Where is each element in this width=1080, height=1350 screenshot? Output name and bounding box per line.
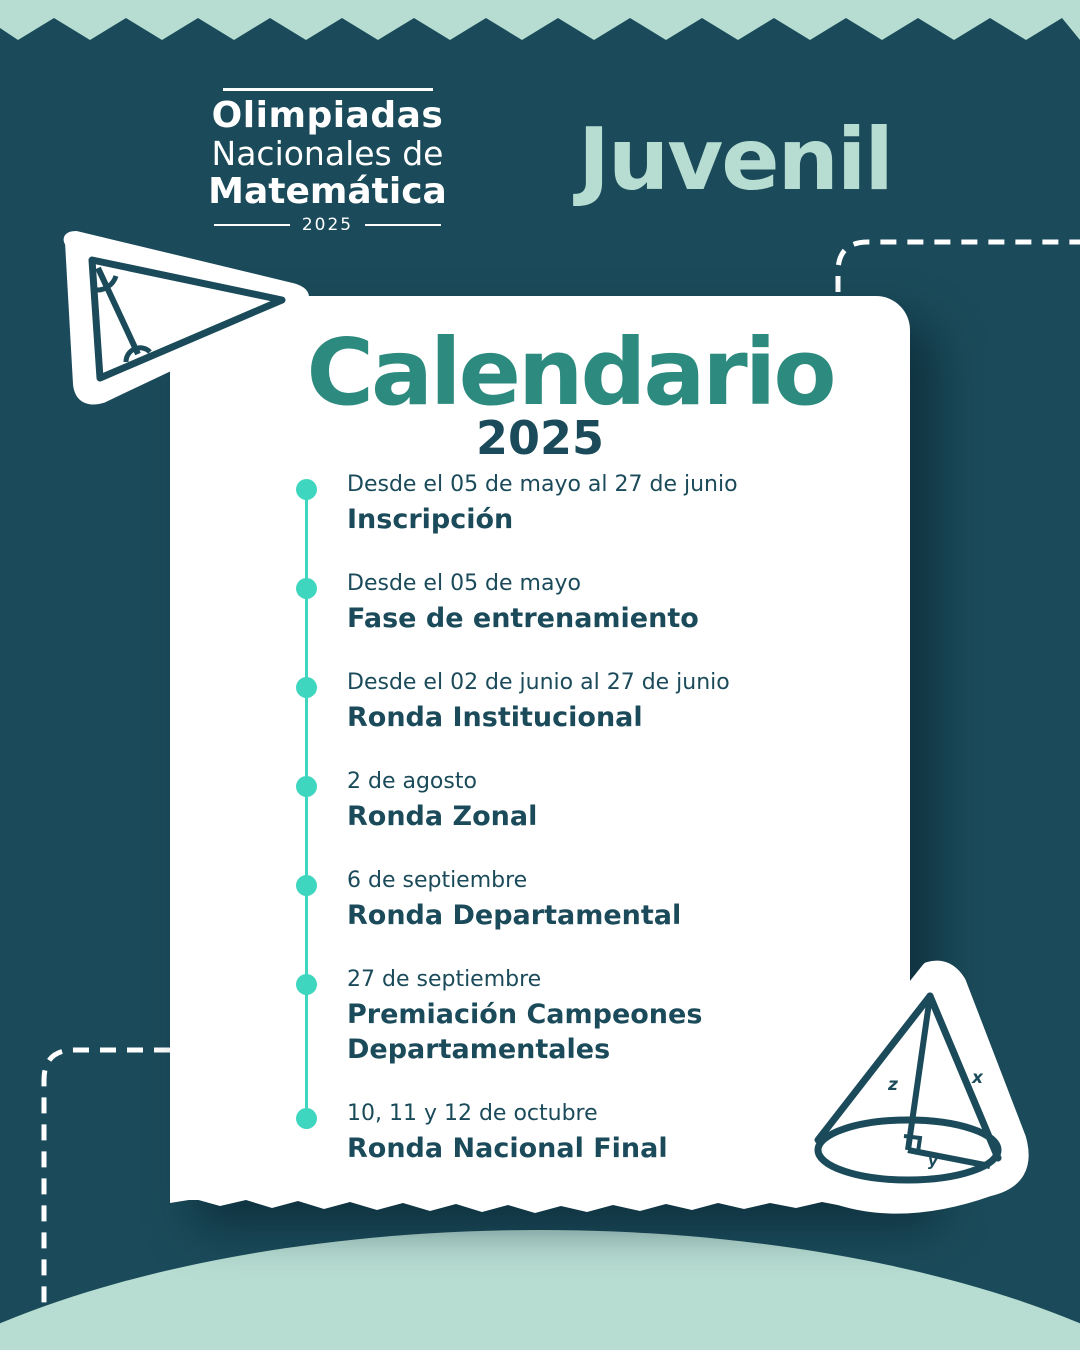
logo-line-3: Matemática [208, 171, 447, 212]
event-date: Desde el 05 de mayo al 27 de junio [347, 472, 738, 497]
calendar-title: Calendario [306, 319, 834, 426]
event-name: Ronda Institucional [347, 702, 643, 733]
event-date: 6 de septiembre [347, 868, 528, 893]
logo-year: 2025 [301, 215, 354, 235]
event-name: Ronda Zonal [347, 801, 538, 832]
logo-line-2: Nacionales de [211, 134, 444, 173]
event-date: 10, 11 y 12 de octubre [347, 1101, 598, 1126]
event-date: 27 de septiembre [347, 967, 542, 992]
event-name: Fase de entrenamiento [347, 603, 699, 634]
event-date: Desde el 02 de junio al 27 de junio [347, 670, 730, 695]
event-name: Inscripción [347, 504, 514, 535]
category-title: Juvenil [578, 110, 892, 210]
event-name: Premiación Campeones Departamentales [347, 999, 703, 1065]
cone-label-x: x [972, 1068, 983, 1088]
logo-line-1: Olimpiadas [211, 95, 444, 136]
event-date: 2 de agosto [347, 769, 477, 794]
calendar-year: 2025 [475, 411, 605, 465]
cone-label-y: y [928, 1152, 938, 1170]
event-date: Desde el 05 de mayo [347, 571, 581, 596]
event-name: Ronda Departamental [347, 900, 682, 931]
cone-label-z: z [888, 1075, 898, 1095]
event-name: Ronda Nacional Final [347, 1133, 668, 1164]
